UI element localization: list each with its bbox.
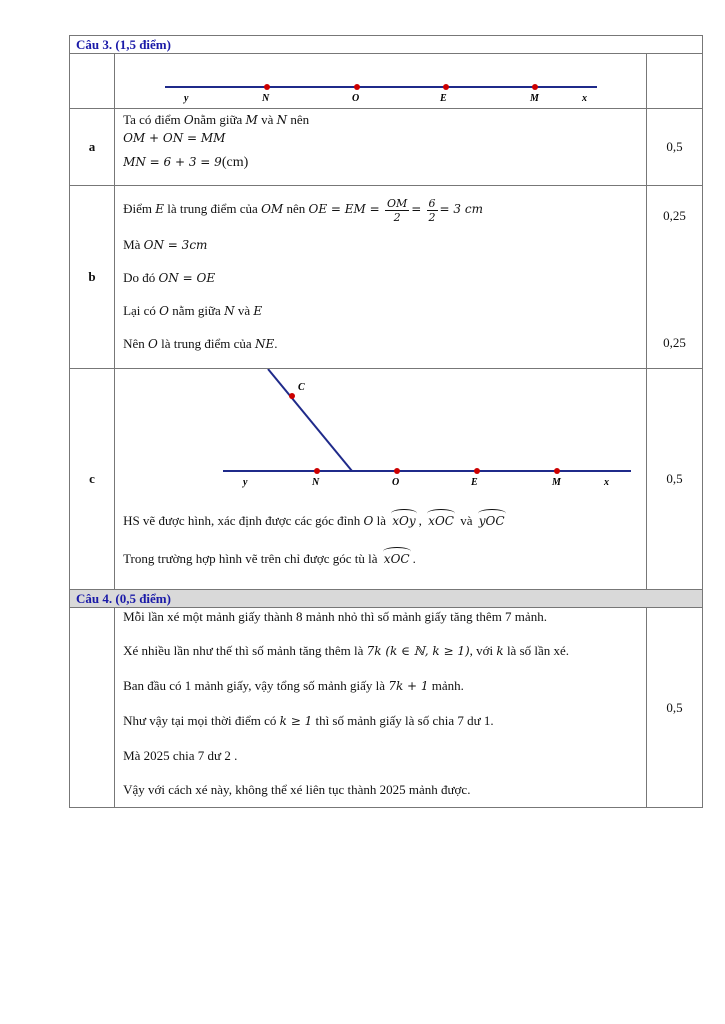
q4-header: Câu 4. (0,5 điểm)	[76, 591, 171, 606]
q4-line2: Xé nhiều lần như thế thì số mảnh tăng thêm là 7k (k ∈ ℕ, k ≥ 1), với k là số lần xé.	[123, 643, 570, 658]
q4-header-row	[70, 590, 703, 608]
number-line-figure	[115, 54, 646, 104]
label-E: E	[440, 93, 447, 104]
q3c-label: c	[89, 471, 95, 486]
point-E	[474, 468, 480, 474]
q3-header-row	[70, 36, 703, 54]
label-O: O	[392, 477, 400, 488]
q3b-line2: Mà ON = 3cm	[123, 237, 208, 252]
point-M	[532, 84, 538, 90]
q3b-line4: Lại có O nằm giữa N và E	[123, 303, 263, 318]
point-O	[354, 84, 360, 90]
q3a-score: 0,5	[666, 139, 683, 154]
q3a-row	[70, 109, 703, 186]
q4-line1: Mỗi lần xé một mảnh giấy thành 8 mảnh nhỏ thì số mảnh giấy tăng thêm 7 mảnh.	[123, 609, 547, 624]
point-O	[394, 468, 400, 474]
q3c-line2: Trong trường hợp hình vẽ trên chỉ được góc tù là xOC .	[123, 547, 638, 568]
frac-om-2: $\frac{OM}{2}$	[386, 196, 408, 224]
label-M: M	[530, 93, 539, 104]
q3a-line3: MN = 6 + 3 = 9(cm)	[123, 155, 249, 170]
point-N	[314, 468, 320, 474]
q3a-line1: Ta có điểm Onằm giữa M và N nên	[123, 112, 310, 127]
q3b-line1: Điểm E là trung điểm của OM nên OE = EM = $\frac{OM}{2}$ = $\frac{6}{2}$ = 3 cm	[123, 196, 483, 224]
label-C: C	[298, 382, 305, 393]
angle-xOC: xOC	[428, 509, 454, 530]
q3b-row	[70, 186, 703, 369]
label-O: O	[352, 93, 360, 104]
angle-xOC-obtuse: xOC	[384, 547, 410, 568]
q3c-line1: HS vẽ được hình, xác định được các góc đỉnh O là xOy , xOC và yOC	[123, 509, 638, 530]
q4-line6: Vậy với cách xé này, không thể xé liên tục thành 2025 mảnh được.	[123, 782, 471, 797]
angle-figure	[115, 369, 646, 497]
q4-line5: Mà 2025 chia 7 dư 2 .	[123, 748, 238, 763]
q4-line3: Ban đầu có 1 mảnh giấy, vậy tổng số mảnh giấy là 7k + 1 mảnh.	[123, 678, 464, 693]
q3b-label: b	[88, 269, 96, 284]
q3b-score-1: 0,25	[663, 208, 686, 223]
ray-OC	[268, 369, 352, 471]
q3c-score: 0,5	[666, 471, 683, 486]
label-M: M	[552, 477, 561, 488]
angle-xOy: xOy	[392, 509, 415, 530]
point-C	[289, 393, 295, 399]
q3b-score-2: 0,25	[663, 335, 686, 350]
point-M	[554, 468, 560, 474]
label-N: N	[312, 477, 320, 488]
q4-score: 0,5	[666, 699, 683, 715]
q4-line4: Như vậy tại mọi thời điểm có k ≥ 1 thì số mảnh giấy là số chia 7 dư 1.	[123, 713, 494, 728]
point-E	[443, 84, 449, 90]
point-N	[264, 84, 270, 90]
q3b-line3: Do đó ON = OE	[123, 270, 216, 285]
q3b-line5: Nên O là trung điểm của NE.	[123, 336, 278, 351]
label-x: x	[582, 93, 588, 104]
q3-header: Câu 3. (1,5 điểm)	[76, 37, 171, 52]
q3a-line2: OM + ON = MM	[123, 131, 226, 145]
label-y: y	[243, 477, 248, 488]
angle-yOC: yOC	[479, 509, 505, 530]
label-N: N	[262, 93, 270, 104]
q3-figure-row	[70, 54, 703, 109]
q4-row	[70, 608, 703, 808]
q3c-row	[70, 369, 703, 590]
answer-table	[69, 35, 703, 808]
label-E: E	[471, 477, 478, 488]
frac-6-2: $\frac{6}{2}$	[428, 196, 436, 224]
q3a-label: a	[88, 139, 96, 154]
label-x: x	[604, 477, 610, 488]
label-y: y	[184, 93, 189, 104]
